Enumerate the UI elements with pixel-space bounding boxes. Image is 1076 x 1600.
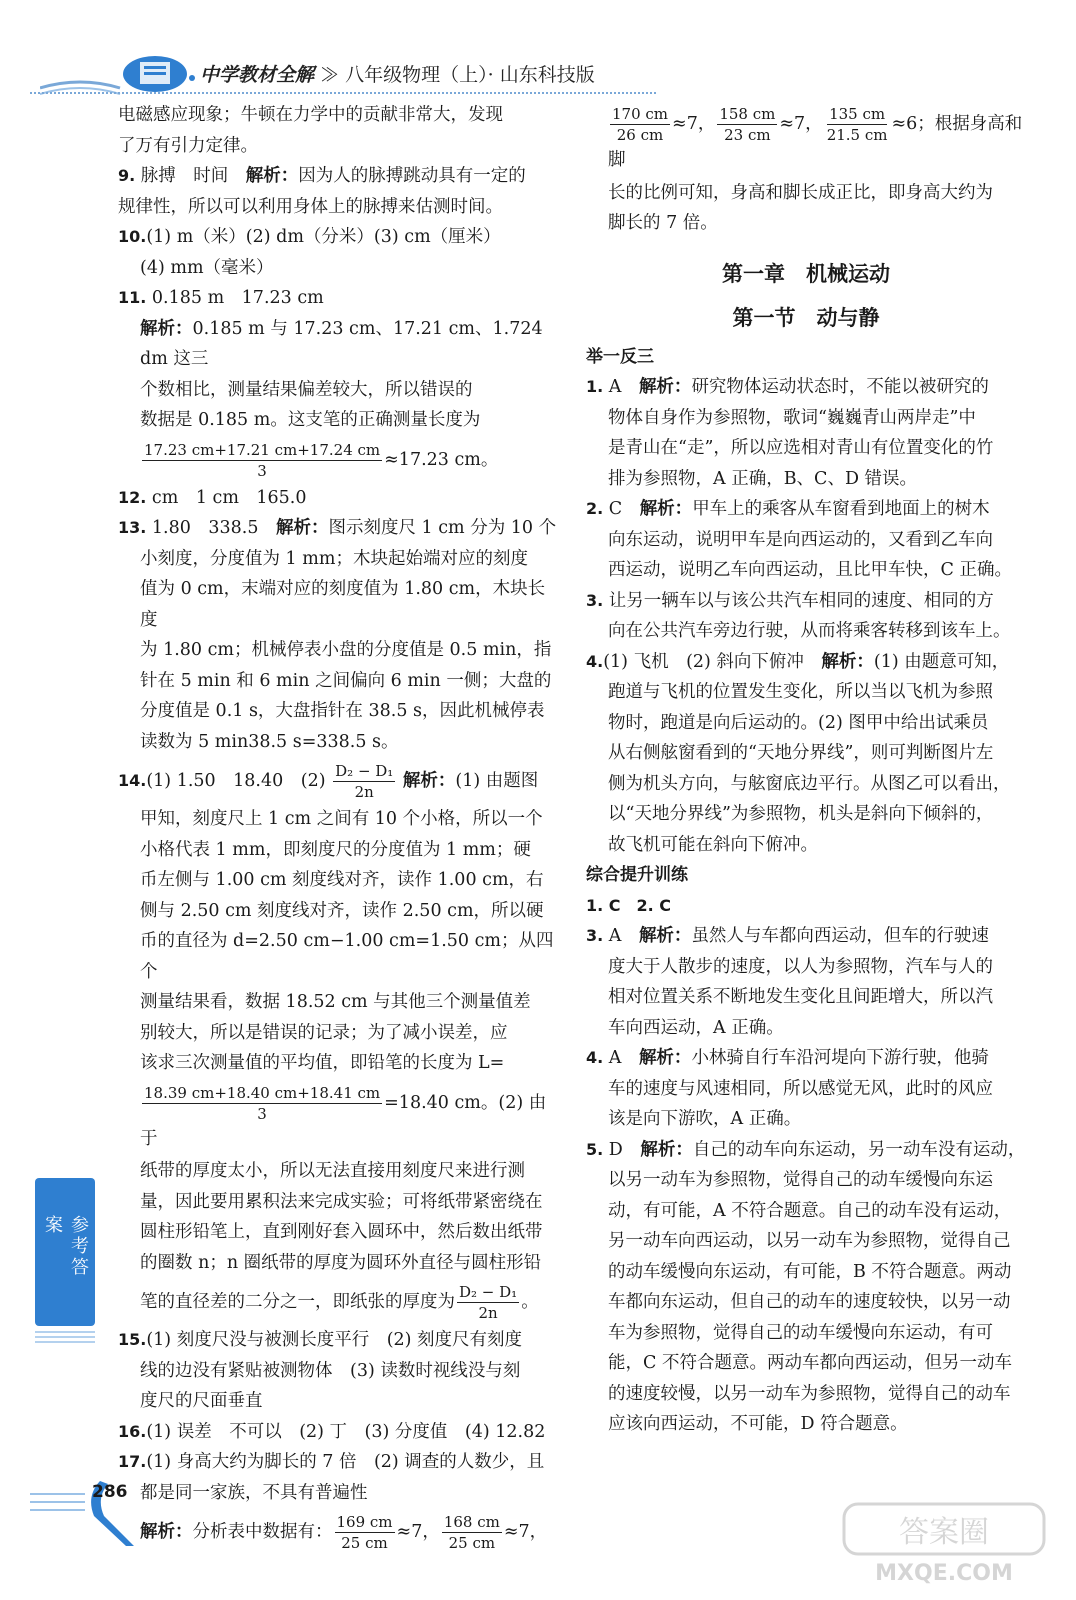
text-line: 的速度较慢，以另一动车为参照物，觉得自己的动车: [608, 1383, 1011, 1404]
text-line: 线的边没有紧贴被测物体 (3) 读数时视线没与刻: [140, 1360, 521, 1381]
answer-9: 9. 脉搏 时间 解析：因为人的脉搏跳动具有一定的: [118, 166, 526, 186]
text-line: 甲知，刻度尺上 1 cm 之间有 10 个小格，所以一个: [140, 809, 543, 829]
answer-1-2: 1. C 2. C: [586, 895, 672, 915]
text-line: 车向西运动，A 正确。: [608, 1017, 784, 1038]
page-number: 286: [92, 1482, 128, 1502]
subsection-title: 举一反三: [586, 346, 654, 367]
text-line: 度尺的尺面垂直: [140, 1391, 263, 1411]
text-line: (4) mm（毫米）: [140, 257, 274, 278]
text-line: 车的速度与风速相同，所以感觉无风，此时的风应: [608, 1078, 993, 1099]
watermark-title: 答案圈: [899, 1515, 989, 1550]
text-line: 解析：0.185 m 与 17.23 cm、17.21 cm、1.724 dm 这三: [140, 318, 543, 369]
text-line: 规律性，所以可以利用身体上的脉搏来估测时间。: [118, 196, 503, 217]
text-line: 相对位置关系不断地发生变化且间距增大，所以汽: [608, 987, 993, 1007]
text-line: 都是同一家族，不具有普遍性: [140, 1482, 368, 1503]
page-corner-decoration: [30, 1476, 150, 1546]
formula-line: 解析：分析表中数据有： $\frac{169 cm}{25 cm}$ ≈7， $\frac{168 cm}{25 cm}$ ≈7，: [140, 1513, 548, 1552]
page-header: [0, 0, 1076, 100]
header-title: [200, 60, 595, 87]
text-line: 了万有引力定律。: [118, 135, 258, 156]
text-line: 的圈数 n；n 圈纸带的厚度为圆环外直径与圆柱形铅: [140, 1252, 542, 1273]
formula-line: $\frac{18.39 cm+18.40 cm+18.41 cm}{3}$ =18.40 cm。(2) 由于: [140, 1083, 547, 1149]
text-line: 的动车缓慢向东运动，有可能，B 不符合题意。两动: [608, 1261, 1012, 1282]
header-divider: [30, 92, 656, 94]
answer-14: 14.(1) 1.50 18.40 (2) $\frac{\text{D₂ − D₁}}{2n}$ 解析：(1) 由题图: [118, 762, 539, 801]
fraction: $\frac{168 cm}{25 cm}$: [443, 1513, 500, 1552]
formula-line: $\frac{170 cm}{26 cm}$ ≈7， $\frac{158 cm}{23 cm}$ ≈7， $\frac{135 cm}{21.5 cm}$ ≈6；根据身高和脚: [608, 105, 1023, 170]
text-line: 值为 0 cm，末端对应的刻度值为 1.80 cm，木块长度: [140, 579, 546, 630]
answer-4b: 4. A 解析：小林骑自行车沿河堤向下游行驶，他骑: [586, 1048, 989, 1068]
text-line: 从右侧舷窗看到的“天地分界线”，则可判断图片左: [608, 743, 994, 763]
answer-15: 15.(1) 刻度尺没与被测长度平行 (2) 刻度尺有刻度: [118, 1330, 523, 1350]
answer-10: 10.(1) m（米）(2) dm（分米）(3) cm（厘米）: [118, 227, 501, 247]
text-line: 物时，跑道是向后运动的。(2) 图甲中给出试乘员: [608, 712, 989, 733]
text-line: 是青山在“走”，所以应选相对青山有位置变化的竹: [608, 438, 994, 458]
text-line: 小格代表 1 mm，即刻度尺的分度值为 1 mm；硬: [140, 839, 531, 860]
text-line: 以另一动车为参照物，觉得自己的动车缓慢向东运: [608, 1170, 993, 1190]
answer-1: 1. A 解析：研究物体运动状态时，不能以被研究的: [586, 377, 989, 397]
fraction: $\frac{17.23 cm+17.21 cm+17.24 cm}{3}$: [144, 440, 381, 480]
text-line: 圆柱形铅笔上，直到刚好套入圆环中，然后数出纸带: [140, 1222, 543, 1242]
answer-3: 3. 让另一辆车以与该公共汽车相同的速度、相同的方: [586, 590, 994, 611]
answer-4: 4.(1) 飞机 (2) 斜向下俯冲 解析：(1) 由题意可知，: [586, 651, 1010, 672]
answer-12: 12. cm 1 cm 165.0: [118, 487, 307, 508]
answer-3b: 3. A 解析：虽然人与车都向西运动，但车的行驶速: [586, 926, 989, 946]
text-line: 分度值是 0.1 s，大盘指针在 38.5 s，因此机械停表: [140, 701, 545, 721]
fraction: $\frac{135 cm}{21.5 cm}$: [826, 105, 888, 144]
formula-line: $\frac{17.23 cm+17.21 cm+17.24 cm}{3}$ ≈17.23 cm。: [144, 440, 499, 480]
formula-line: 笔的直径差的二分之一，即纸张的厚度为 $\frac{\text{D₂ − D₁}}{2n}$ 。: [140, 1283, 539, 1322]
answer-13: 13. 1.80 338.5 解析：图示刻度尺 1 cm 分为 10 个: [118, 518, 557, 538]
text-line: 读数为 5 min38.5 s=338.5 s。: [140, 731, 399, 752]
text-line: 能，C 不符合题意。两动车都向西运动，但另一动车: [608, 1353, 1012, 1373]
text-line: 别较大，所以是错误的记录；为了减小误差，应: [140, 1022, 508, 1043]
text-line: 纸带的厚度太小，所以无法直接用刻度尺来进行测: [140, 1161, 525, 1181]
answer-2: 2. C 解析：甲车上的乘客从车窗看到地面上的树木: [586, 499, 990, 519]
header-sep: ≫: [320, 64, 346, 86]
chapter-title: 第一章 机械运动: [722, 261, 890, 286]
text-line: 动，有可能，A 不符合题意。自己的动车没有运动，: [608, 1200, 1012, 1221]
header-brand: 中学教材全解: [200, 64, 315, 86]
text-line: 币的直径为 d=2.50 cm−1.00 cm=1.50 cm；从四个: [140, 931, 554, 982]
answer-5b: 5. D 解析：自己的动车向东运动，另一动车没有运动，: [586, 1139, 1026, 1160]
text-line: 度大于人散步的速度，以人为参照物，汽车与人的: [608, 956, 993, 977]
side-tab-answers[interactable]: [35, 1178, 95, 1326]
right-column: [586, 100, 1026, 1440]
subsection-title: 综合提升训练: [586, 865, 688, 885]
answer-16: 16.(1) 误差 不可以 (2) 丁 (3) 分度值 (4) 12.82: [118, 1421, 546, 1442]
stripes-decoration: [35, 1330, 95, 1346]
fraction: $\frac{158 cm}{23 cm}$: [719, 105, 776, 144]
text-line: 向东运动，说明甲车是向西运动的，又看到乙车向: [608, 529, 993, 550]
text-line: 排为参照物，A 正确，B、C、D 错误。: [608, 468, 918, 489]
watermark-logo: [840, 1500, 1060, 1590]
text-line: 车都向东运动，但自己的动车的速度较快，以另一动: [608, 1292, 1011, 1312]
answer-11: 11. 0.185 m 17.23 cm: [118, 288, 324, 308]
answer-17: 17.(1) 身高大约为脚长的 7 倍 (2) 调查的人数少，且: [118, 1452, 545, 1472]
fraction: $\frac{169 cm}{25 cm}$: [336, 1513, 393, 1552]
fraction: $\frac{\text{D₂ − D₁}}{2n}$: [459, 1283, 518, 1322]
text-line: 脚长的 7 倍。: [608, 213, 718, 233]
text-line: 币左侧与 1.00 cm 刻度线对齐，读作 1.00 cm，右: [140, 870, 544, 890]
text-line: 小刻度，分度值为 1 mm；木块起始端对应的刻度: [140, 548, 528, 569]
fraction: $\frac{\text{D₂ − D₁}}{2n}$: [335, 762, 394, 801]
text-line: 西运动，说明乙车向西运动，且比甲车快，C 正确。: [608, 560, 1012, 580]
text-line: 长的比例可知，身高和脚长成正比，即身高大约为: [608, 182, 993, 203]
text-line: 为 1.80 cm；机械停表小盘的分度值是 0.5 min，指: [140, 640, 552, 660]
text-line: 个数相比，测量结果偏差较大，所以错误的: [140, 379, 473, 400]
text-line: 量，因此要用累积法来完成实验；可将纸带紧密绕在: [140, 1191, 543, 1212]
text-line: 跑道与飞机的位置发生变化，所以当以飞机为参照: [608, 682, 993, 702]
fraction: $\frac{18.39 cm+18.40 cm+18.41 cm}{3}$: [144, 1083, 381, 1123]
fraction: $\frac{170 cm}{26 cm}$: [612, 105, 669, 144]
text-line: 侧与 2.50 cm 刻度线对齐，读作 2.50 cm，所以硬: [140, 900, 544, 921]
text-line: 车为参照物，觉得自己的动车缓慢向东运动，有可: [608, 1322, 993, 1343]
left-column: [118, 100, 558, 1555]
text-line: 故飞机可能在斜向下俯冲。: [608, 834, 818, 855]
text-line: 电磁感应现象；牛顿在力学中的贡献非常大，发现: [118, 105, 503, 125]
section-title: 第一节 动与静: [732, 306, 880, 330]
text-line: 该求三次测量值的平均值，即铅笔的长度为 L=: [140, 1053, 505, 1073]
text-line: 数据是 0.185 m。这支笔的正确测量长度为: [140, 410, 481, 430]
header-subtitle: 八年级物理（上）· 山东科技版: [345, 64, 595, 86]
text-line: 侧为机头方向，与舷窗底边平行。从图乙可以看出，: [608, 773, 1011, 794]
text-line: 针在 5 min 和 6 min 之间偏向 6 min 一侧；大盘的: [140, 670, 552, 691]
text-line: 以“天地分界线”为参照物，机头是斜向下倾斜的，: [608, 804, 994, 824]
text-line: 向在公共汽车旁边行驶，从而将乘客转移到该车上。: [608, 621, 1011, 641]
text-line: 另一动车向西运动，以另一动车为参照物，觉得自己: [608, 1231, 1011, 1251]
watermark-url: MXQE.COM: [875, 1561, 1013, 1586]
text-line: 该是向下游吹，A 正确。: [608, 1109, 802, 1129]
text-line: 物体自身作为参照物，歌词“巍巍青山两岸走”中: [608, 407, 976, 428]
text-line: 应该向西运动，不可能，D 符合题意。: [608, 1414, 908, 1434]
text-line: 测量结果看，数据 18.52 cm 与其他三个测量值差: [140, 992, 531, 1012]
side-tab-label: 参考答案: [42, 1215, 89, 1278]
